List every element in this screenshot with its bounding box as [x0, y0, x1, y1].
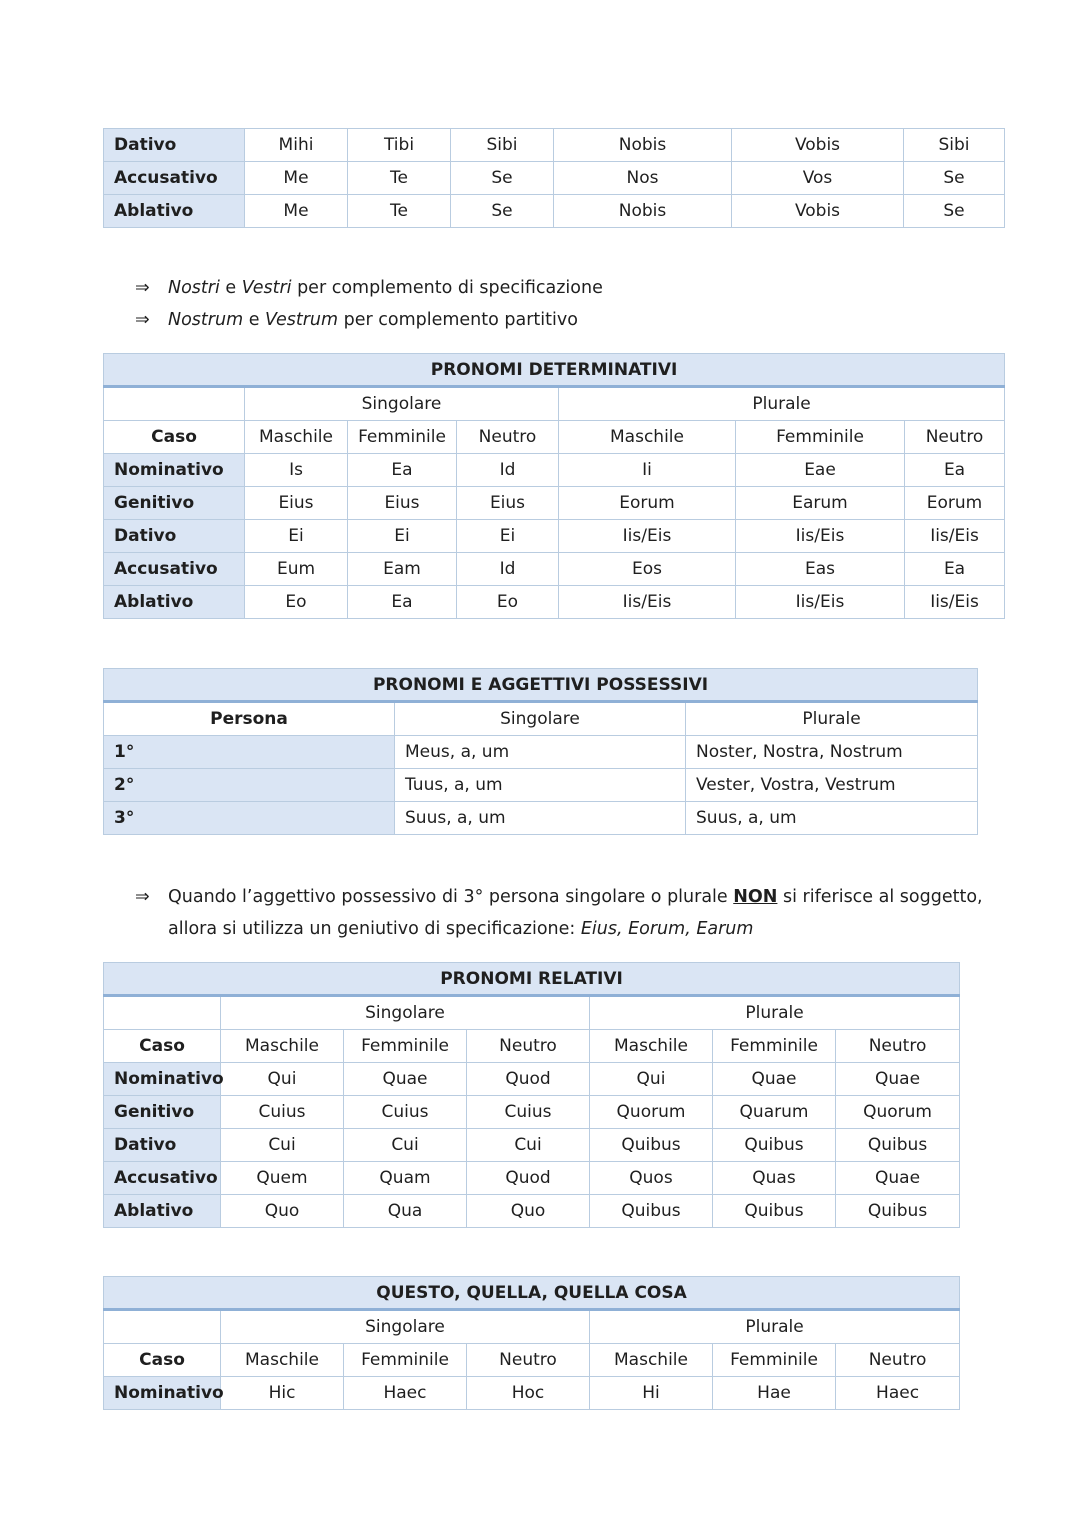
table-cell: Earum — [736, 487, 905, 520]
gender-header: Femminile — [348, 421, 457, 454]
persona-header: Persona — [104, 702, 395, 736]
table-cell: Se — [904, 195, 1005, 228]
caso-header: Caso — [104, 1344, 221, 1377]
table-cell: Cui — [221, 1129, 344, 1162]
persona-label: 2° — [104, 769, 395, 802]
table-cell: Me — [245, 195, 348, 228]
table-cell: Quo — [221, 1195, 344, 1228]
table-cell: Iis/Eis — [559, 520, 736, 553]
personal-pronouns-table — [103, 128, 1005, 228]
case-label: Ablativo — [104, 1195, 221, 1228]
case-label: Genitivo — [104, 487, 245, 520]
table-cell: Tibi — [348, 129, 451, 162]
persona-label: 1° — [104, 736, 395, 769]
plurale-header: Plurale — [590, 996, 960, 1030]
table-cell: Quibus — [590, 1129, 713, 1162]
note-possessive-third-person: ⇒ Quando l’aggettivo possessivo di 3° persona singolare o plurale NON si riferisce al soggetto, allora si utilizza un geniutivo di specificazione: Eius, Eorum, Earum — [135, 881, 995, 945]
case-label: Nominativo — [104, 454, 245, 487]
table-cell: Hae — [713, 1377, 836, 1410]
gender-header: Maschile — [590, 1030, 713, 1063]
table-row — [104, 1063, 960, 1096]
table-cell: Nos — [554, 162, 732, 195]
table-cell: Is — [245, 454, 348, 487]
table-cell: Quarum — [713, 1096, 836, 1129]
gender-header: Neutro — [457, 421, 559, 454]
gender-header-row — [104, 1030, 960, 1063]
gender-header: Maschile — [221, 1030, 344, 1063]
table-row — [104, 487, 1005, 520]
table-cell: Te — [348, 195, 451, 228]
table-cell: Ei — [348, 520, 457, 553]
table-cell: Eorum — [905, 487, 1005, 520]
table-cell: Ea — [348, 586, 457, 619]
singolare-header: Singolare — [221, 996, 590, 1030]
table-cell: Quem — [221, 1162, 344, 1195]
plurale-cell: Noster, Nostra, Nostrum — [686, 736, 978, 769]
table-cell: Quorum — [590, 1096, 713, 1129]
singolare-cell: Meus, a, um — [395, 736, 686, 769]
table-row — [104, 162, 1005, 195]
table-cell: Sibi — [451, 129, 554, 162]
gender-header: Neutro — [467, 1344, 590, 1377]
table-title: PRONOMI RELATIVI — [104, 963, 960, 996]
table-row — [104, 1129, 960, 1162]
gender-header: Maschile — [590, 1344, 713, 1377]
table-cell: Eae — [736, 454, 905, 487]
title-row — [104, 1277, 960, 1310]
table-cell: Quae — [344, 1063, 467, 1096]
table-row — [104, 736, 978, 769]
table-cell: Cuius — [467, 1096, 590, 1129]
singolare-header: Singolare — [245, 387, 559, 421]
table-cell: Eius — [348, 487, 457, 520]
table-cell: Cuius — [221, 1096, 344, 1129]
table-cell: Eo — [457, 586, 559, 619]
gender-header: Neutro — [836, 1344, 960, 1377]
table-cell: Hic — [221, 1377, 344, 1410]
table-cell: Quae — [836, 1162, 960, 1195]
gender-header-row — [104, 421, 1005, 454]
arrow-icon: ⇒ — [135, 310, 150, 330]
caso-header: Caso — [104, 421, 245, 454]
table-cell: Cui — [344, 1129, 467, 1162]
table-cell: Quae — [836, 1063, 960, 1096]
title-row — [104, 354, 1005, 387]
table-cell: Eius — [245, 487, 348, 520]
case-label: Accusativo — [104, 162, 245, 195]
table-cell: Ei — [457, 520, 559, 553]
table-cell: Se — [904, 162, 1005, 195]
singolare-cell: Tuus, a, um — [395, 769, 686, 802]
table-title: QUESTO, QUELLA, QUELLA COSA — [104, 1277, 960, 1310]
table-cell: Ea — [905, 553, 1005, 586]
table-cell: Hi — [590, 1377, 713, 1410]
note-nostri-vestri: ⇒ Nostri e Vestri per complemento di specificazione — [135, 272, 603, 304]
singolare-cell: Suus, a, um — [395, 802, 686, 835]
title-row — [104, 669, 978, 702]
table-cell: Quos — [590, 1162, 713, 1195]
table-cell: Te — [348, 162, 451, 195]
table-row — [104, 129, 1005, 162]
case-label: Dativo — [104, 520, 245, 553]
plurale-header: Plurale — [559, 387, 1005, 421]
case-label: Accusativo — [104, 553, 245, 586]
table-cell: Qui — [221, 1063, 344, 1096]
table-cell: Qui — [590, 1063, 713, 1096]
table-cell: Quorum — [836, 1096, 960, 1129]
table-cell: Eorum — [559, 487, 736, 520]
table-row — [104, 454, 1005, 487]
table-cell: Quibus — [590, 1195, 713, 1228]
table-cell: Iis/Eis — [559, 586, 736, 619]
table-row — [104, 586, 1005, 619]
table-row — [104, 195, 1005, 228]
gender-header: Femminile — [736, 421, 905, 454]
case-label: Ablativo — [104, 586, 245, 619]
table-cell: Mihi — [245, 129, 348, 162]
table-cell: Id — [457, 553, 559, 586]
note-nostrum-vestrum: ⇒ Nostrum e Vestrum per complemento partitivo — [135, 304, 578, 336]
gender-header: Maschile — [221, 1344, 344, 1377]
gender-header-row — [104, 1344, 960, 1377]
table-cell: Quibus — [836, 1129, 960, 1162]
case-label: Accusativo — [104, 1162, 221, 1195]
table-cell: Qua — [344, 1195, 467, 1228]
caso-header: Caso — [104, 1030, 221, 1063]
table-cell: Vobis — [732, 129, 904, 162]
header-row — [104, 702, 978, 736]
table-cell: Eas — [736, 553, 905, 586]
case-label: Ablativo — [104, 195, 245, 228]
gender-header: Neutro — [467, 1030, 590, 1063]
gender-header: Femminile — [713, 1344, 836, 1377]
gender-header: Femminile — [713, 1030, 836, 1063]
persona-label: 3° — [104, 802, 395, 835]
table-cell: Vobis — [732, 195, 904, 228]
plurale-cell: Vester, Vostra, Vestrum — [686, 769, 978, 802]
table-cell: Hoc — [467, 1377, 590, 1410]
table-row — [104, 1377, 960, 1410]
singolare-header: Singolare — [221, 1310, 590, 1344]
number-header-row — [104, 996, 960, 1030]
gender-header: Neutro — [836, 1030, 960, 1063]
table-cell: Quibus — [713, 1129, 836, 1162]
table-cell: Quas — [713, 1162, 836, 1195]
table-cell: Sibi — [904, 129, 1005, 162]
plurale-header: Plurale — [686, 702, 978, 736]
table-cell: Se — [451, 195, 554, 228]
singolare-header: Singolare — [395, 702, 686, 736]
table-cell: Quae — [713, 1063, 836, 1096]
number-header-row — [104, 1310, 960, 1344]
gender-header: Maschile — [245, 421, 348, 454]
table-cell: Eos — [559, 553, 736, 586]
table-cell: Ea — [905, 454, 1005, 487]
table-cell: Ii — [559, 454, 736, 487]
table-title: PRONOMI DETERMINATIVI — [104, 354, 1005, 387]
table-title: PRONOMI E AGGETTIVI POSSESSIVI — [104, 669, 978, 702]
empty-cell — [104, 387, 245, 421]
table-row — [104, 553, 1005, 586]
table-cell: Haec — [836, 1377, 960, 1410]
table-cell: Me — [245, 162, 348, 195]
table-cell: Eo — [245, 586, 348, 619]
table-cell: Haec — [344, 1377, 467, 1410]
table-cell: Vos — [732, 162, 904, 195]
case-label: Nominativo — [104, 1063, 221, 1096]
table-cell: Id — [457, 454, 559, 487]
plurale-cell: Suus, a, um — [686, 802, 978, 835]
table-cell: Ea — [348, 454, 457, 487]
table-cell: Se — [451, 162, 554, 195]
table-cell: Quod — [467, 1063, 590, 1096]
arrow-icon: ⇒ — [135, 278, 150, 298]
case-label: Genitivo — [104, 1096, 221, 1129]
table-cell: Eam — [348, 553, 457, 586]
table-cell: Iis/Eis — [736, 586, 905, 619]
case-label: Dativo — [104, 129, 245, 162]
case-label: Nominativo — [104, 1377, 221, 1410]
table-cell: Nobis — [554, 195, 732, 228]
table-cell: Eius — [457, 487, 559, 520]
table-cell: Quo — [467, 1195, 590, 1228]
gender-header: Maschile — [559, 421, 736, 454]
table-cell: Nobis — [554, 129, 732, 162]
relative-pronouns-table — [103, 962, 960, 1228]
case-label: Dativo — [104, 1129, 221, 1162]
empty-cell — [104, 1310, 221, 1344]
demonstrative-hic-table — [103, 1276, 960, 1410]
table-row — [104, 1195, 960, 1228]
table-cell: Cui — [467, 1129, 590, 1162]
table-row — [104, 520, 1005, 553]
table-cell: Ei — [245, 520, 348, 553]
table-cell: Eum — [245, 553, 348, 586]
table-cell: Quam — [344, 1162, 467, 1195]
determinative-pronouns-table — [103, 353, 1005, 619]
number-header-row — [104, 387, 1005, 421]
table-cell: Cuius — [344, 1096, 467, 1129]
table-cell: Iis/Eis — [905, 586, 1005, 619]
plurale-header: Plurale — [590, 1310, 960, 1344]
table-cell: Iis/Eis — [736, 520, 905, 553]
table-row — [104, 769, 978, 802]
table-row — [104, 1162, 960, 1195]
table-cell: Quibus — [836, 1195, 960, 1228]
table-cell: Iis/Eis — [905, 520, 1005, 553]
table-row — [104, 802, 978, 835]
table-cell: Quod — [467, 1162, 590, 1195]
empty-cell — [104, 996, 221, 1030]
gender-header: Neutro — [905, 421, 1005, 454]
table-row — [104, 1096, 960, 1129]
possessive-pronouns-table — [103, 668, 978, 835]
table-cell: Quibus — [713, 1195, 836, 1228]
arrow-icon: ⇒ — [135, 887, 150, 907]
gender-header: Femminile — [344, 1030, 467, 1063]
gender-header: Femminile — [344, 1344, 467, 1377]
title-row — [104, 963, 960, 996]
